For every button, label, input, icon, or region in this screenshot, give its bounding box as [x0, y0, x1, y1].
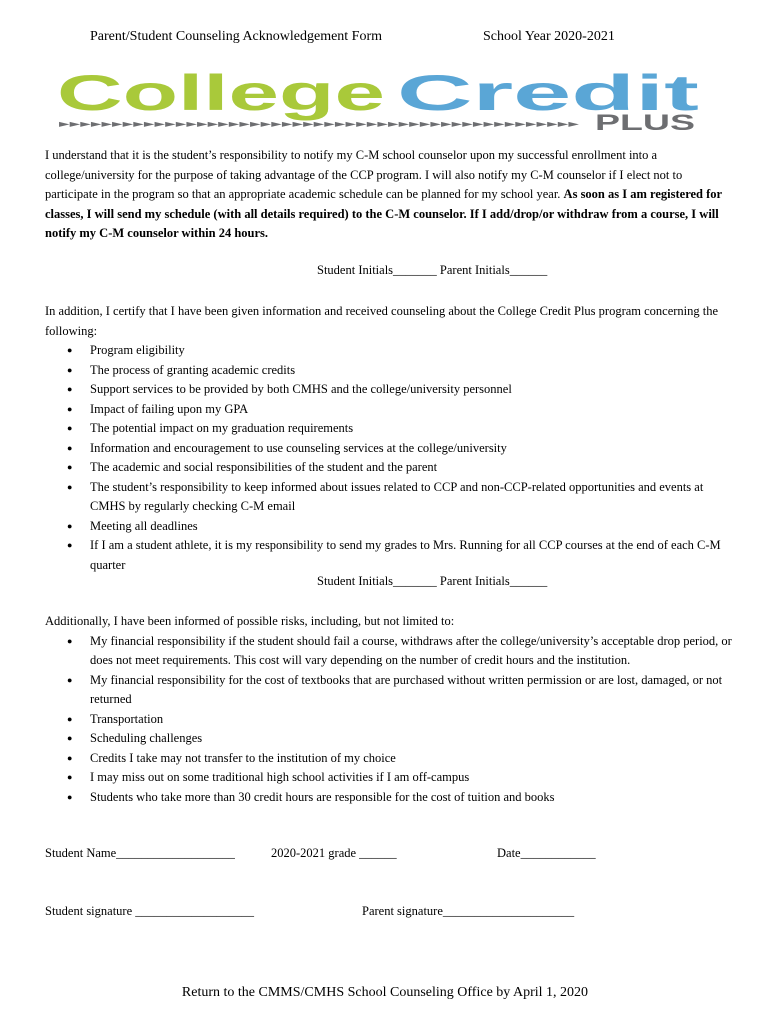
intro-bold-text: As soon as I am registered for classes, I will send my schedule (with all details required) to the C-M counselor. If I add/drop/or withdraw from a course, I will notify my C-M counselor within 24 hours. — [45, 187, 722, 240]
intro-text: I understand that it is the student’s responsibility to notify my C-M school counselor upon my successful enrollment into a college/university for the purpose of taking advantage of the CCP program. I will also notify my C-M counselor if I elect not to participate in the program so that an appropriate academic schedule can be planned for my school year. — [45, 148, 683, 201]
list-item: ● If I am a student athlete, it is my responsibility to send my grades to Mrs. Running for all CCP courses at the end of each C-M quarter — [90, 536, 735, 575]
list-item: ● Impact of failing upon my GPA — [90, 400, 735, 420]
list-item: ● The academic and social responsibilities of the student and the parent — [90, 458, 735, 478]
list-item: ● Scheduling challenges — [90, 729, 735, 749]
return-instructions: Return to the CMMS/CMHS School Counseling Office by April 1, 2020 — [181, 985, 589, 1000]
logo-credit-text: Credit — [397, 70, 700, 121]
list-item: ● My financial responsibility if the student should fail a course, withdraws after the college/university’s acceptable drop period, or does not meet requirements. This cost will vary depending on the number of credit hours and the institution. — [90, 632, 735, 671]
student-name-field[interactable]: Student Name___________________ — [45, 846, 235, 860]
list-item: ● Meeting all deadlines — [90, 517, 735, 537]
counseling-section — [45, 302, 735, 575]
initials-line-1: Student Initials_______ Parent Initials______ — [317, 263, 548, 277]
risks-lead: Additionally, I have been informed of possible risks, including, but not limited to: — [45, 614, 455, 628]
list-item: ● Program eligibility — [90, 341, 735, 361]
form-title: Parent/Student Counseling Acknowledgement Form — [90, 29, 383, 44]
list-item: ● Information and encouragement to use counseling services at the college/university — [90, 439, 735, 459]
list-item: ● Support services to be provided by both CMHS and the college/university personnel — [90, 380, 735, 400]
logo-arrows: ▸▸▸▸▸▸▸▸▸▸▸▸▸▸▸▸▸▸▸▸▸▸▸▸▸▸▸▸▸▸▸▸▸▸▸▸▸▸▸▸▸▸▸▸▸▸▸▸▸ — [59, 119, 579, 130]
list-item: ● The student’s responsibility to keep informed about issues related to CCP and non-CCP-related opportunities and events at CMHS by regularly checking C-M email — [90, 478, 735, 517]
risks-section — [45, 612, 735, 807]
school-year: School Year 2020-2021 — [483, 29, 615, 44]
initials-line-2: Student Initials_______ Parent Initials______ — [317, 574, 548, 588]
list-item: ● The potential impact on my graduation requirements — [90, 419, 735, 439]
intro-paragraph — [45, 146, 735, 244]
counseling-list — [45, 341, 735, 575]
parent-signature-field[interactable]: Parent signature_____________________ — [362, 904, 575, 918]
list-item: ● Credits I take may not transfer to the institution of my choice — [90, 749, 735, 769]
list-item: ● The process of granting academic credits — [90, 361, 735, 381]
list-item: ● Students who take more than 30 credit hours are responsible for the cost of tuition and books — [90, 788, 735, 808]
risks-list — [45, 632, 735, 808]
list-item: ● I may miss out on some traditional high school activities if I am off-campus — [90, 768, 735, 788]
logo-plus-text: PLUS — [595, 110, 695, 132]
counseling-lead: In addition, I certify that I have been given information and received counseling about the College Credit Plus program concerning the following: — [45, 304, 719, 338]
date-field[interactable]: Date____________ — [497, 846, 596, 860]
list-item: ● My financial responsibility for the cost of textbooks that are purchased without written permission or are lost, damaged, or not returned — [90, 671, 735, 710]
student-signature-field[interactable]: Student signature ___________________ — [45, 904, 255, 918]
list-item: ● Transportation — [90, 710, 735, 730]
grade-field[interactable]: 2020-2021 grade ______ — [271, 846, 397, 860]
logo-college-text: College — [57, 70, 385, 121]
college-credit-plus-logo — [55, 70, 705, 132]
